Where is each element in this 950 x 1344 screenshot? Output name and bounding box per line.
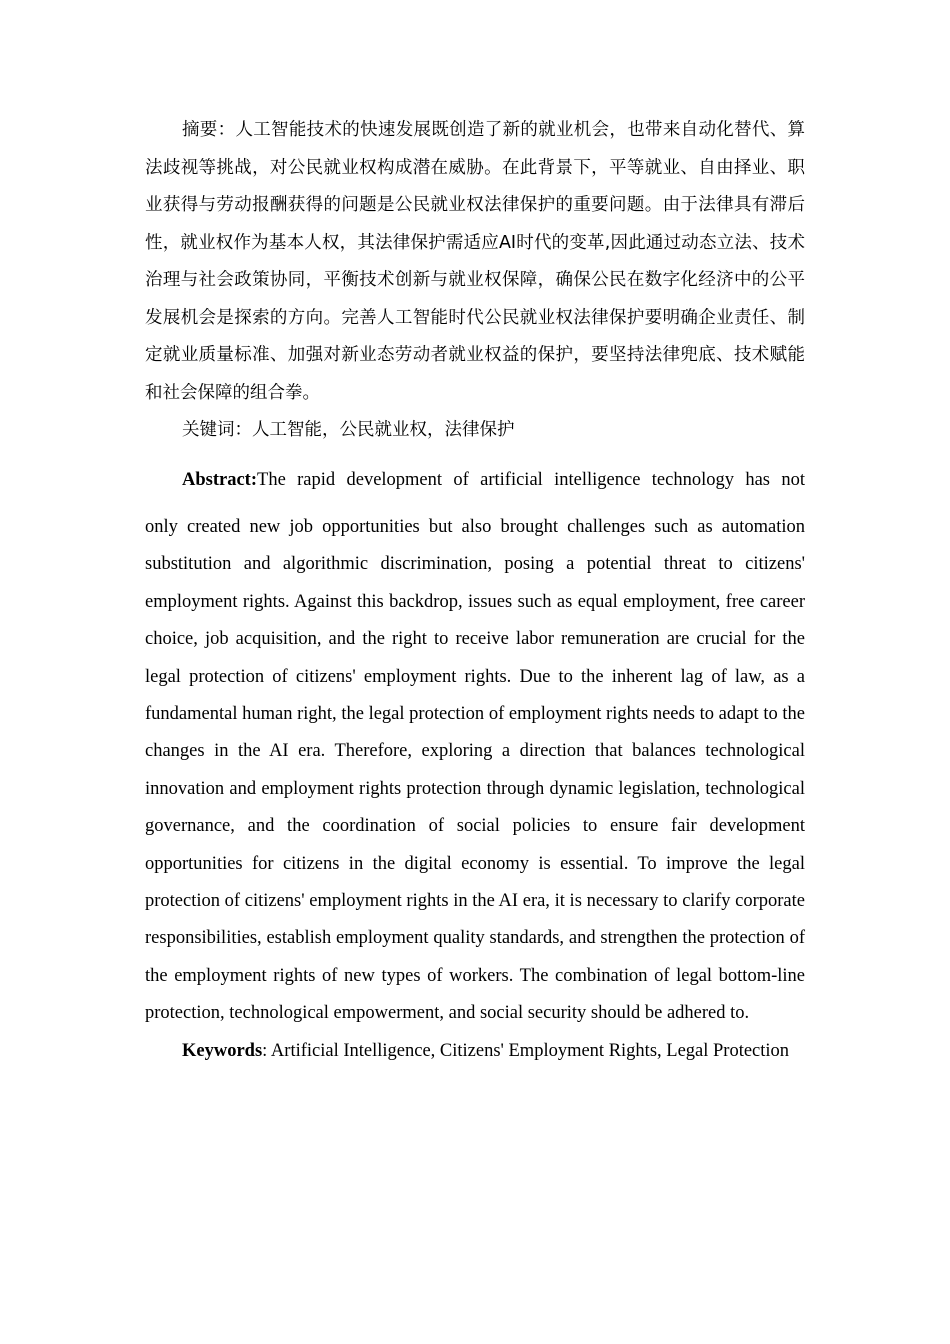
english-keywords <box>145 1033 805 1070</box>
chinese-abstract <box>145 112 805 412</box>
english-keywords-label: Keywords <box>182 1040 263 1061</box>
english-abstract <box>145 462 805 1033</box>
english-abstract-first-line <box>145 462 805 499</box>
chinese-abstract-text: 人工智能技术的快速发展既创造了新的就业机会，也带来自动化替代、算法歧视等挑战，对公民就业权构成潜在威胁。在此背景下，平等就业、自由择业、职业获得与劳动报酬获得的问题是公民就业权法律保护的重要问题。由于法律具有滞后性，就业权作为基本人权，其法律保护需适应AI时代的变革,因此通过动态立法、技术治理与社会政策协同，平衡技术创新与就业权保障，确保公民在数字化经济中的公平发展机会是探索的方向。完善人工智能时代公民就业权法律保护要明确企业责任、制定就业质量标准、加强对新业态劳动者就业权益的保护，要坚持法律兜底、技术赋能和社会保障的组合拳。 <box>145 120 806 403</box>
abstract-page <box>145 112 805 1070</box>
chinese-abstract-label: 摘要： <box>182 120 236 140</box>
chinese-keywords-label: 关键词： <box>182 420 252 440</box>
english-abstract-colon: : <box>250 469 258 490</box>
english-keywords-colon: : <box>262 1040 271 1061</box>
english-abstract-label: Abstract <box>182 469 251 490</box>
english-abstract-text: only created new job opportunities but also brought challenges such as automation substitution and algorithmic discrimination, posing a potential threat to citizens' employment rights. Against this backdrop, issues such as equal employment, free career choice, job acquisition, and the right to receive labor remuneration are crucial for the legal protection of citizens' employment rights. Due to the inherent lag of law, as a fundamental human right, the legal protection of employment rights needs to adapt to the changes in the AI era. Therefore, exploring a direction that balances technological innovation and employment rights protection through dynamic legislation, technological governance, and the coordination of social policies to ensure fair development opportunities for citizens in the digital economy is essential. To improve the legal protection of citizens' employment rights in the AI era, it is necessary to clarify corporate responsibilities, establish employment quality standards, and strengthen the protection of the employment rights of new types of workers. The combination of legal bottom-line protection, technological empowerment, and social security should be adhered to. <box>145 516 805 1024</box>
english-keywords-text: Artificial Intelligence, Citizens' Employment Rights, Legal Protection <box>270 1040 790 1061</box>
english-abstract-first-line-text: The rapid development of artificial intelligence technology has not <box>257 469 805 490</box>
chinese-keywords <box>145 412 805 450</box>
chinese-keywords-text: 人工智能，公民就业权，法律保护 <box>252 420 515 440</box>
